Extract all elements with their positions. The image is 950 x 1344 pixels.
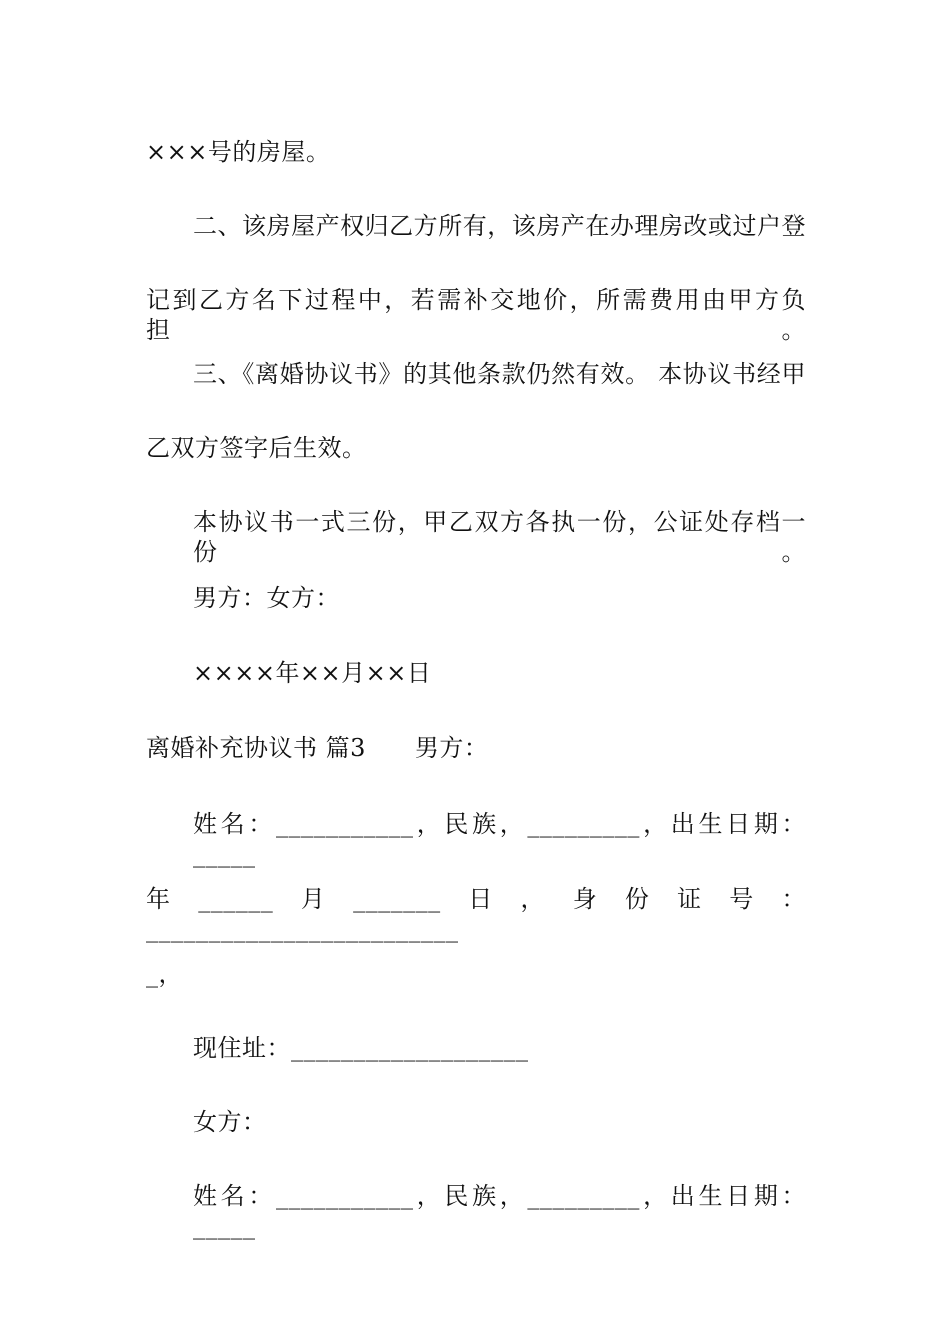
text-line-clause-two-start: 二、该房屋产权归乙方所有，该房产在办理房改或过户登 — [193, 212, 806, 240]
text-line-woman-label: 女方： — [193, 1108, 267, 1136]
text-line-id-continuation: _， — [146, 960, 183, 988]
text-line-man-birth-id-fields: 年______月_______日，身份证号：_________________________ — [146, 885, 806, 943]
text-line-clause-two-end: 记到乙方名下过程中，若需补交地价，所需费用由甲方负担。 — [146, 286, 806, 344]
text-line-date: ××××年××月××日 — [193, 659, 432, 687]
section-heading-agreement-3: 离婚补充协议书 篇3 男方： — [146, 734, 489, 762]
text-line-man-name-fields: 姓名：___________，民族，_________，出生日期：_____ — [193, 810, 806, 868]
text-line-clause-three-start: 三、《离婚协议书》的其他条款仍然有效。 本协议书经甲 — [193, 360, 806, 388]
text-line-woman-name-fields: 姓名：___________，民族，_________，出生日期：_____ — [193, 1182, 806, 1240]
text-line-clause-three-end: 乙双方签字后生效。 — [146, 434, 367, 462]
text-line-house-number: ×××号的房屋。 — [146, 138, 331, 166]
text-line-man-address: 现住址：___________________ — [193, 1034, 529, 1062]
text-line-signatures: 男方：女方： — [193, 584, 340, 612]
text-line-copies: 本协议书一式三份，甲乙双方各执一份，公证处存档一份。 — [193, 508, 806, 566]
